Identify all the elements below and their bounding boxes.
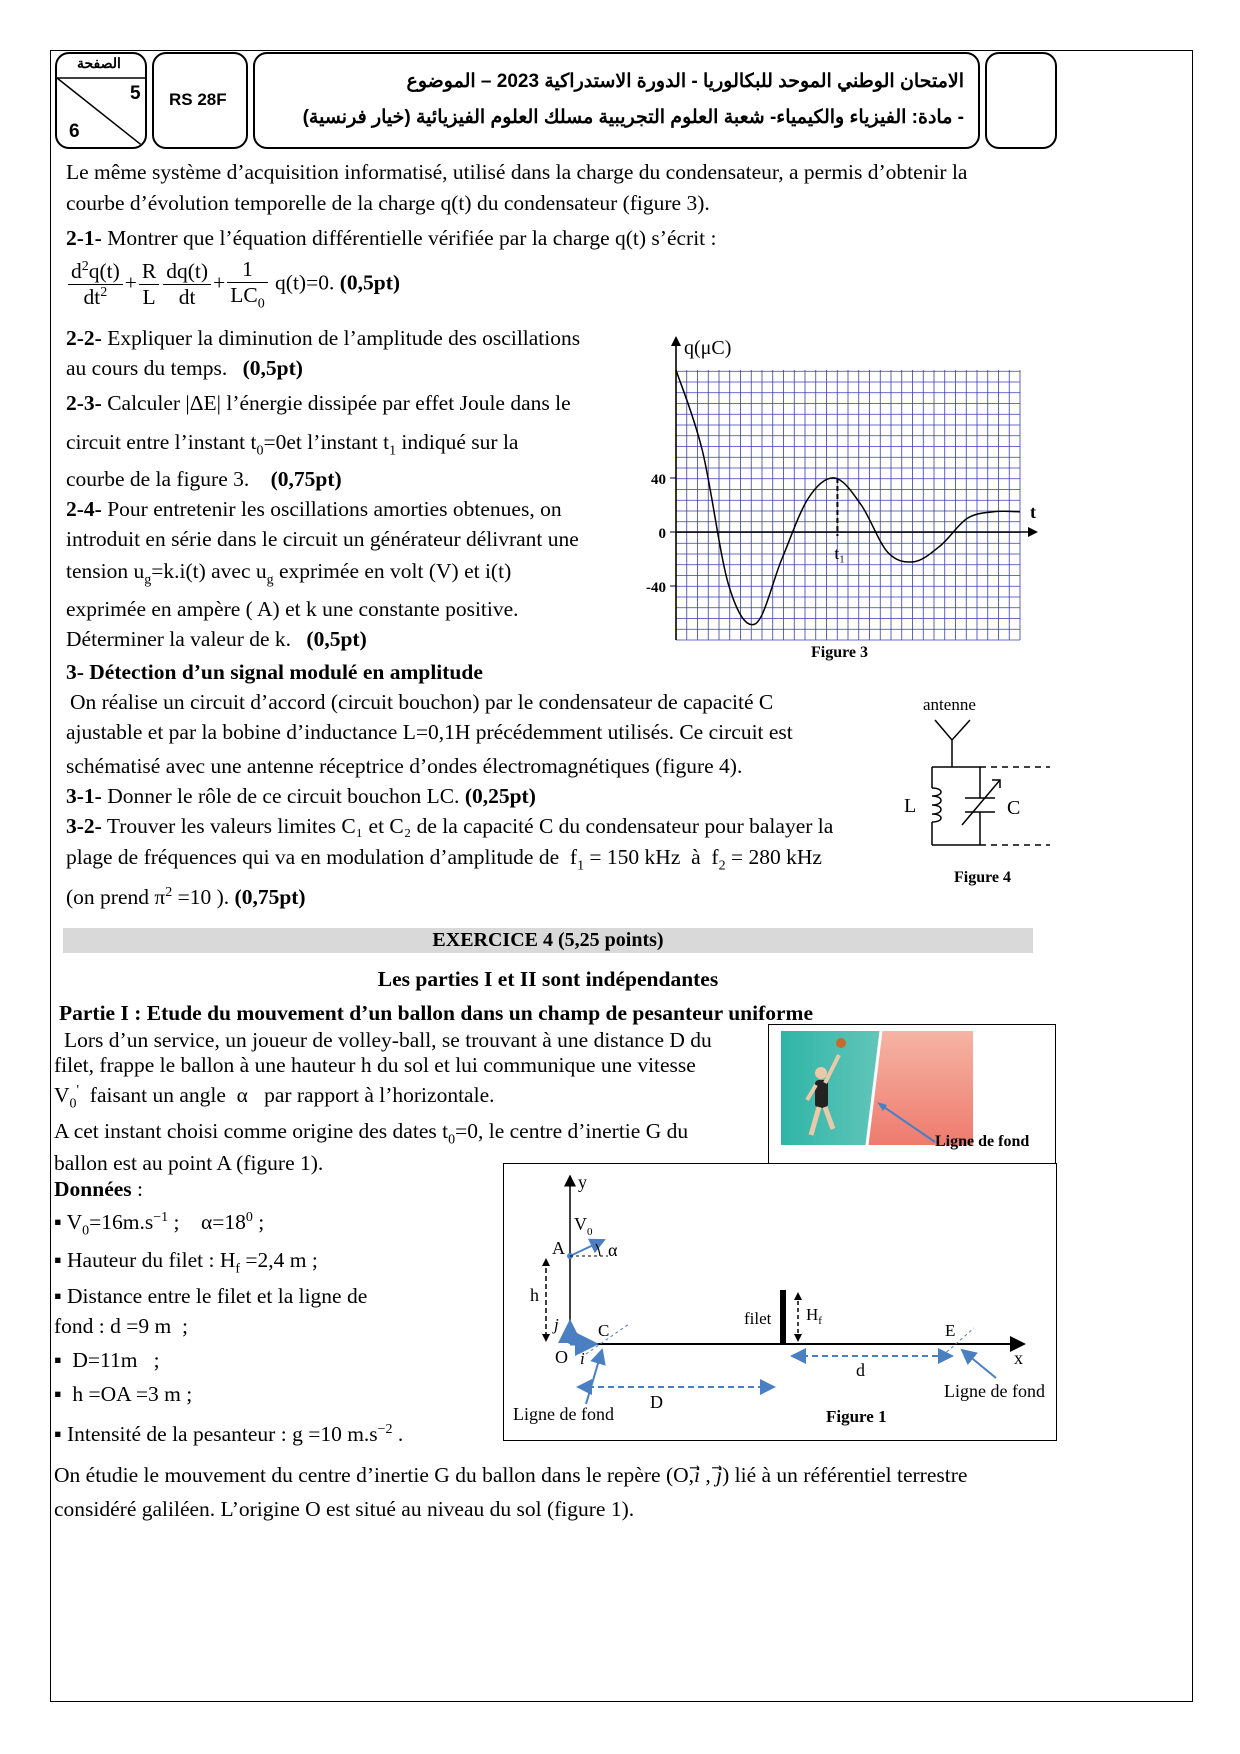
- exam-code: RS 28F: [169, 90, 227, 109]
- figure-1-caption: Figure 1: [826, 1407, 887, 1426]
- donnees-heading: Données :: [54, 1177, 144, 1201]
- q31-points: (0,25pt): [464, 784, 536, 808]
- question-3-2-line3: (on prend $\pi^2 =10$ ). (0,75pt): [66, 885, 306, 910]
- q24-line2: introduit en série dans le circuit un générateur délivrant une: [66, 527, 579, 551]
- question-2-4: [66, 496, 562, 523]
- D-label: D: [650, 1392, 663, 1412]
- figure-1-frame: [503, 1163, 1057, 1441]
- code-box: [152, 52, 248, 149]
- q23-text: Calculer: [107, 391, 181, 415]
- q23-text4: et l’instant: [286, 430, 378, 454]
- ex4-p1: Lors d’un service, un joueur de volley-ball, se trouvant à une distance D du: [64, 1028, 712, 1052]
- figure-3-chart: [630, 330, 1050, 660]
- net-label: filet: [744, 1309, 772, 1328]
- q22-text: Expliquer la diminution de l’amplitude des oscillations: [107, 326, 581, 350]
- data-h: ▪ h =OA =3 m ;: [54, 1382, 193, 1406]
- q24-points: (0,5pt): [306, 627, 367, 651]
- figure-1-diagram: [504, 1164, 1058, 1442]
- y-axis-label: q(μC): [684, 337, 732, 359]
- antenna-label: antenne: [923, 695, 976, 714]
- x-axis-arrow: [1028, 527, 1038, 537]
- question-2-3-line2: circuit entre l’instant $t_0=0et$ l’instant $t_1$ indiqué sur la: [66, 430, 519, 459]
- data-v0-alpha: ▪ $V_0=16m.s^{-1}$ ; $\alpha=18^0$ ;: [54, 1210, 265, 1239]
- y-tick-label: -40: [646, 580, 666, 596]
- baseline-label-right: Ligne de fond: [944, 1381, 1045, 1401]
- page-total: 6: [69, 121, 80, 142]
- antenna-icon: [932, 720, 1050, 845]
- coil-label: L: [904, 795, 917, 817]
- q23-abs-de: |ΔE|: [185, 391, 221, 415]
- part3-text2a: ajustable et par la bobine d’inductance: [66, 720, 398, 744]
- ex4-end-line1: On étudie le mouvement du centre d’inertie G du ballon dans le repère (O,i⃗ , j⃗) lié à un référentiel terrestre: [54, 1463, 968, 1487]
- q24-line4: exprimée en ampère ( A) et k une constante positive.: [66, 597, 519, 621]
- q24-text: Pour entretenir les oscillations amorties obtenues, on: [107, 497, 562, 521]
- intro-text-end: du condensateur (figure 3).: [476, 191, 710, 215]
- data-D: ▪ D=11m ;: [54, 1348, 160, 1372]
- ex4-p4-text: A cet instant choisi comme origine des dates: [54, 1119, 437, 1143]
- q23-number: 2-3-: [66, 391, 102, 415]
- chart-ticks: [646, 472, 676, 596]
- title-box: [253, 52, 980, 149]
- d-label: d: [856, 1360, 865, 1380]
- figure-3-caption: Figure 3: [811, 644, 869, 661]
- question-2-2-line2: [66, 355, 303, 382]
- photo-ligne-de-fond: Ligne de fond: [935, 1133, 1030, 1150]
- v0-label: $V_0$: [574, 1214, 593, 1238]
- question-3-1: [66, 783, 536, 810]
- ex4-p4-text2: , le centre d’inertie G du: [477, 1119, 689, 1143]
- part3-heading: 3- Détection d’un signal modulé en amplitude: [66, 660, 483, 684]
- intro-text: courbe d’évolution temporelle de la charge: [66, 191, 436, 215]
- q24-number: 2-4-: [66, 497, 102, 521]
- q21-number: 2-1-: [66, 226, 102, 250]
- ex4-p3-text2: par rapport à l’horizontale.: [264, 1083, 495, 1108]
- ex4-p2: filet, frappe le ballon à une hauteur h du sol et lui communique une vitesse: [54, 1053, 696, 1077]
- net: [780, 1290, 786, 1344]
- q23-points: (0,75pt): [270, 467, 342, 491]
- intro-line1: Le même système d’acquisition informatisé, utilisé dans la charge du condensateur, a permis d’obtenir la: [66, 160, 968, 184]
- q31-text: Donner le rôle de ce circuit bouchon LC.: [107, 784, 460, 808]
- differential-equation: $\frac{d^2q(t)}{dt^2}$ + $\frac{R}{L}$ $\frac{dq(t)}{dt}$ + $\frac{1}{LC_0}$ q(t)=0. (0,5pt): [66, 257, 400, 312]
- data-distance-label: Distance entre le filet et la ligne de: [67, 1284, 368, 1308]
- chart-grid: [676, 370, 1020, 640]
- q23-text5: indiqué sur la: [401, 430, 519, 454]
- ex4-p3-text: faisant un angle: [89, 1083, 226, 1108]
- data-distance-line1: ▪ Distance entre le filet et la ligne de: [54, 1284, 368, 1308]
- part3-line3: schématisé avec une antenne réceptrice d’ondes électromagnétiques (figure 4).: [66, 754, 743, 778]
- x-label: x: [1014, 1348, 1023, 1368]
- E-label: E: [945, 1321, 956, 1340]
- y-tick-label: 40: [651, 472, 666, 488]
- donnees-label: Données: [54, 1177, 132, 1201]
- y-axis-arrow: [671, 336, 681, 346]
- q24-text3: tension: [66, 559, 129, 583]
- ex4-end-line2: considéré galiléen. L’origine O est situé au niveau du sol (figure 1).: [54, 1497, 635, 1521]
- question-2-1: [66, 225, 717, 252]
- A-label: A: [552, 1238, 565, 1258]
- page-label: الصفحة: [77, 55, 121, 71]
- intro-line2: [66, 190, 710, 217]
- data-g: ▪ Intensité de la pesanteur : g =10 $m.s^{-2}$ .: [54, 1422, 404, 1447]
- exercise-4-subtitle: Les parties I et II sont indépendantes: [377, 967, 719, 991]
- ex4-p3: $V_0'$ faisant un angle α par rapport à l’horizontale.: [54, 1083, 495, 1112]
- header-title-line2: - مادة: الفيزياء والكيمياء- شعبة العلوم التجريبية مسلك العلوم الفيزيائية (خيار فرنسية): [302, 107, 964, 128]
- q32-text2: plage de fréquences qui va en modulation d’amplitude de: [66, 845, 560, 869]
- question-3-2: [66, 813, 833, 840]
- capacitor-label: C: [1007, 797, 1021, 819]
- blank-box: [985, 52, 1057, 149]
- q31-number: 3-1-: [66, 784, 102, 808]
- q22-number: 2-2-: [66, 326, 102, 350]
- question-3-2-line2: plage de fréquences qui va en modulation d’amplitude de $f_1 = 150$ kHz à $f_2 = 280$ kHz: [66, 845, 822, 874]
- baseline-arrow-right: [962, 1350, 996, 1378]
- C-label: C: [598, 1321, 610, 1340]
- data-hauteur-label: Hauteur du filet :: [67, 1248, 215, 1272]
- page-number: 5: [130, 83, 141, 104]
- baseline-arrow-left: [586, 1350, 602, 1404]
- hf-label: $H_f$: [806, 1305, 822, 1327]
- question-2-3-line3: [66, 466, 342, 493]
- intro-qt: q(t): [440, 191, 472, 215]
- alpha-label: α: [608, 1240, 618, 1260]
- page-number-box: [55, 52, 147, 149]
- question-2-2: [66, 325, 580, 352]
- q23-text2: l’énergie dissipée par effet Joule dans le: [226, 391, 571, 415]
- q32-points: (0,75pt): [234, 885, 306, 910]
- q23-text3: circuit entre l’instant: [66, 430, 246, 454]
- question-2-3: [66, 390, 571, 417]
- data-hauteur-filet: ▪ Hauteur du filet : $H_f =2,4$ m ;: [54, 1248, 318, 1277]
- ex4-p5: ballon est au point A (figure 1).: [54, 1151, 324, 1175]
- part-1-heading: Partie I : Etude du mouvement d’un ballon dans un champ de pesanteur uniforme: [59, 1001, 813, 1025]
- q32-text: Trouver les valeurs limites C₁ et C₂ de la capacité C du condensateur pour balayer la: [106, 814, 834, 838]
- ball-icon: [836, 1038, 846, 1048]
- part3-line2: ajustable et par la bobine d’inductance L=0,1H précédemment utilisés. Ce circuit est: [66, 720, 793, 744]
- q24-text5: exprimée en volt (V) et i(t): [279, 559, 512, 583]
- figure-4-caption: Figure 4: [954, 869, 1012, 886]
- t1-label: t₁: [834, 544, 846, 563]
- q21-points: (0,5pt): [339, 270, 401, 295]
- h-label: h: [530, 1285, 539, 1305]
- part3-text2b: précédemment utilisés. Ce circuit est: [475, 720, 793, 744]
- v0-vector: [570, 1240, 604, 1256]
- ex4-end-text2: lié à un référentiel terrestre: [734, 1463, 968, 1487]
- y-tick-label: 0: [658, 526, 666, 542]
- header-title-line1: الامتحان الوطني الموحد للبكالوريا - الدورة الاستدراكية 2023 – الموضوع: [406, 71, 964, 92]
- figure-4-circuit: [890, 690, 1060, 890]
- q32-text3: (on prend: [66, 885, 149, 910]
- ex4-p4: A cet instant choisi comme origine des dates $t_0=0$, le centre d’inertie G du: [54, 1119, 689, 1148]
- volleyball-photo-frame: [768, 1024, 1056, 1164]
- q22-text2: au cours du temps.: [66, 356, 228, 380]
- y-label: y: [578, 1172, 587, 1192]
- q22-points: (0,5pt): [242, 356, 303, 380]
- part3-line1: On réalise un circuit d’accord (circuit bouchon) par le condensateur de capacité C: [70, 690, 774, 714]
- ex4-end-text: On étudie le mouvement du centre d’inertie G du ballon dans le repère: [54, 1463, 661, 1487]
- q23-text6: courbe de la figure 3.: [66, 467, 250, 491]
- x-axis-label: t: [1030, 502, 1036, 522]
- q32-text4: ).: [216, 885, 230, 910]
- coil-icon: [932, 788, 941, 822]
- data-g-label: Intensité de la pesanteur :: [67, 1422, 287, 1447]
- q24-text6: Déterminer la valeur de k.: [66, 627, 292, 651]
- q24-text4: avec: [211, 559, 251, 583]
- origin-label: O: [555, 1347, 568, 1367]
- q24-line5: [66, 626, 367, 653]
- exercise-4-title: EXERCICE 4 (5,25 points): [432, 929, 664, 951]
- q32-number: 3-2-: [66, 814, 102, 838]
- data-distance-line2: fond : d =9 m ;: [54, 1314, 188, 1338]
- data-distance-label2: fond :: [54, 1314, 105, 1338]
- q21-text: Montrer que l’équation différentielle vérifiée par la charge q(t) s’écrit :: [107, 226, 717, 250]
- i-label: i: [580, 1349, 585, 1368]
- j-label: j: [554, 1315, 559, 1334]
- alpha-arc: [596, 1244, 600, 1256]
- baseline-label-left: Ligne de fond: [513, 1404, 614, 1424]
- q24-line3: tension $u_g=k.i(t)$ avec $u_g$ exprimée en volt (V) et i(t): [66, 559, 512, 588]
